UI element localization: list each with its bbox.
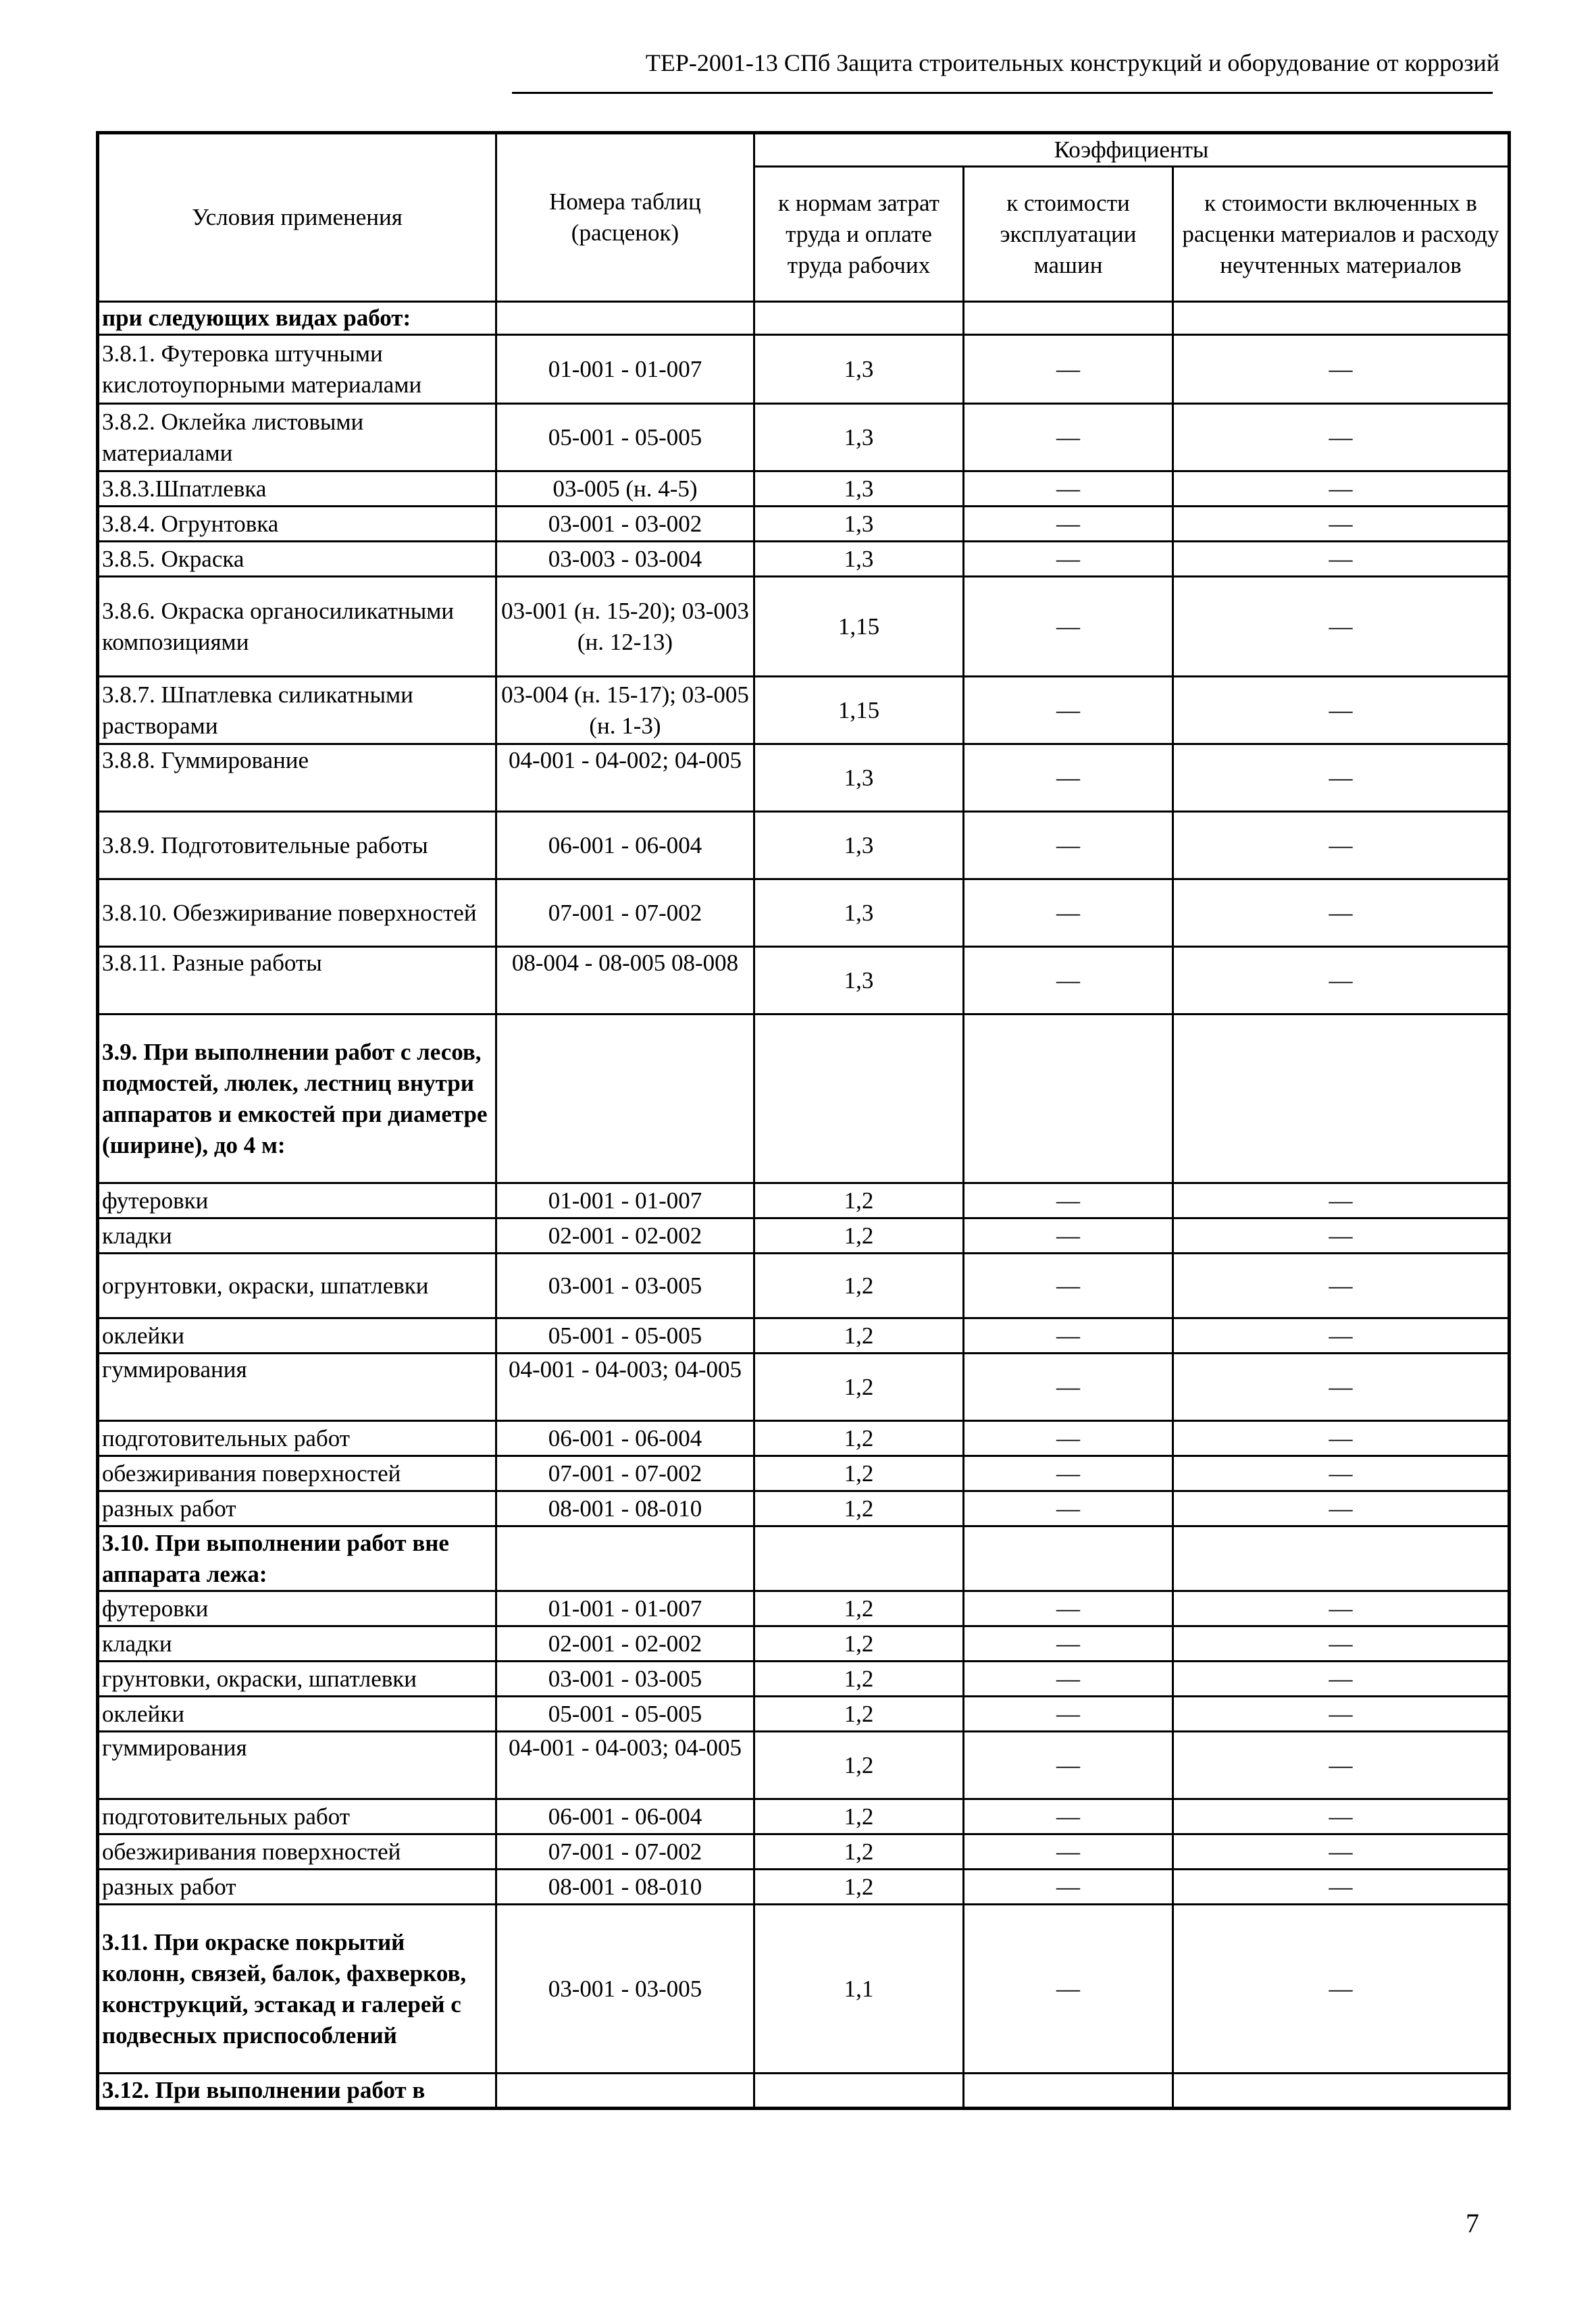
materials-coef-cell: — xyxy=(1173,1591,1510,1626)
labor-coef-cell: 1,3 xyxy=(754,335,964,404)
materials-coef-cell: — xyxy=(1173,1491,1510,1526)
materials-coef-cell: — xyxy=(1173,1421,1510,1456)
table-row xyxy=(98,1662,1510,1697)
table-row xyxy=(98,507,1510,542)
materials-coef-cell: — xyxy=(1173,1799,1510,1834)
condition-cell: подготовительных работ xyxy=(98,1799,496,1834)
condition-cell: грунтовки, окраски, шпатлевки xyxy=(98,1662,496,1697)
tables-cell: 04-001 - 04-003; 04-005 xyxy=(496,1732,754,1799)
tables-cell: 03-001 (н. 15-20); 03-003 (н. 12-13) xyxy=(496,577,754,677)
materials-coef-cell: — xyxy=(1173,542,1510,577)
machines-coef-cell: — xyxy=(964,335,1173,404)
labor-coef-cell xyxy=(754,2074,964,2109)
condition-cell: кладки xyxy=(98,1218,496,1254)
table-body xyxy=(98,302,1510,2109)
tables-cell: 08-001 - 08-010 xyxy=(496,1491,754,1526)
labor-coef-cell: 1,2 xyxy=(754,1218,964,1254)
table-row xyxy=(98,1799,1510,1834)
machines-coef-cell: — xyxy=(964,1870,1173,1905)
machines-coef-cell: — xyxy=(964,1732,1173,1799)
machines-coef-cell: — xyxy=(964,1218,1173,1254)
coefficients-table xyxy=(96,131,1511,2110)
tables-cell: 02-001 - 02-002 xyxy=(496,1218,754,1254)
tables-cell: 05-001 - 05-005 xyxy=(496,1697,754,1732)
labor-coef-cell: 1,3 xyxy=(754,471,964,507)
table-row xyxy=(98,1870,1510,1905)
materials-coef-cell: — xyxy=(1173,879,1510,947)
table-row xyxy=(98,1014,1510,1183)
tables-cell: 03-001 - 03-005 xyxy=(496,1254,754,1318)
machines-coef-cell: — xyxy=(964,1591,1173,1626)
condition-cell: футеровки xyxy=(98,1183,496,1218)
tables-cell: 03-005 (н. 4-5) xyxy=(496,471,754,507)
condition-cell: кладки xyxy=(98,1626,496,1662)
labor-coef-cell: 1,2 xyxy=(754,1591,964,1626)
labor-coef-cell: 1,15 xyxy=(754,577,964,677)
table-row xyxy=(98,542,1510,577)
table-row xyxy=(98,1591,1510,1626)
materials-coef-cell: — xyxy=(1173,1626,1510,1662)
machines-coef-cell: — xyxy=(964,1905,1173,2074)
table-row xyxy=(98,471,1510,507)
condition-cell: 3.8.4. Огрунтовка xyxy=(98,507,496,542)
condition-cell: гуммирования xyxy=(98,1354,496,1421)
materials-coef-cell: — xyxy=(1173,471,1510,507)
table-row xyxy=(98,1456,1510,1491)
tables-cell: 08-001 - 08-010 xyxy=(496,1870,754,1905)
materials-coef-cell: — xyxy=(1173,812,1510,879)
page-number: 7 xyxy=(1466,2208,1479,2238)
machines-coef-cell: — xyxy=(964,1799,1173,1834)
machines-coef-cell: — xyxy=(964,404,1173,471)
tables-cell: 06-001 - 06-004 xyxy=(496,1799,754,1834)
machines-coef-cell: — xyxy=(964,1491,1173,1526)
table-row xyxy=(98,1183,1510,1218)
table-row xyxy=(98,947,1510,1014)
condition-cell: 3.8.8. Гуммирование xyxy=(98,744,496,812)
labor-coef-cell: 1,2 xyxy=(754,1834,964,1870)
labor-coef-cell: 1,3 xyxy=(754,879,964,947)
materials-coef-cell: — xyxy=(1173,1870,1510,1905)
labor-coef-cell: 1,2 xyxy=(754,1697,964,1732)
labor-coef-cell: 1,2 xyxy=(754,1254,964,1318)
materials-coef-cell: — xyxy=(1173,1183,1510,1218)
table-row xyxy=(98,1218,1510,1254)
tables-cell: 07-001 - 07-002 xyxy=(496,1456,754,1491)
labor-coef-cell xyxy=(754,302,964,335)
table-row xyxy=(98,1354,1510,1421)
tables-cell xyxy=(496,302,754,335)
tables-cell: 07-001 - 07-002 xyxy=(496,879,754,947)
table-row xyxy=(98,1732,1510,1799)
labor-coef-cell: 1,3 xyxy=(754,404,964,471)
table-row xyxy=(98,1421,1510,1456)
condition-cell: 3.8.10. Обезжиривание поверхностей xyxy=(98,879,496,947)
condition-cell: огрунтовки, окраски, шпатлевки xyxy=(98,1254,496,1318)
tables-cell: 03-004 (н. 15-17); 03-005 (н. 1-3) xyxy=(496,677,754,744)
header-materials: к стоимости включенных в расценки материалов и расходу неучтенных материалов xyxy=(1173,167,1510,302)
tables-cell: 06-001 - 06-004 xyxy=(496,812,754,879)
machines-coef-cell: — xyxy=(964,471,1173,507)
materials-coef-cell: — xyxy=(1173,1662,1510,1697)
condition-cell: гуммирования xyxy=(98,1732,496,1799)
table-row xyxy=(98,1318,1510,1354)
machines-coef-cell: — xyxy=(964,879,1173,947)
labor-coef-cell: 1,2 xyxy=(754,1183,964,1218)
machines-coef-cell: — xyxy=(964,507,1173,542)
table-row xyxy=(98,302,1510,335)
machines-coef-cell xyxy=(964,1014,1173,1183)
condition-cell: 3.10. При выполнении работ вне аппарата лежа: xyxy=(98,1526,496,1591)
header-coefficients: Коэффициенты xyxy=(754,133,1510,167)
machines-coef-cell: — xyxy=(964,1183,1173,1218)
condition-cell: 3.8.2. Оклейка листовыми материалами xyxy=(98,404,496,471)
condition-cell: обезжиривания поверхностей xyxy=(98,1834,496,1870)
table-header xyxy=(98,133,1510,302)
condition-cell: футеровки xyxy=(98,1591,496,1626)
labor-coef-cell: 1,3 xyxy=(754,542,964,577)
labor-coef-cell: 1,2 xyxy=(754,1491,964,1526)
materials-coef-cell xyxy=(1173,1014,1510,1183)
labor-coef-cell: 1,2 xyxy=(754,1732,964,1799)
tables-cell: 04-001 - 04-002; 04-005 xyxy=(496,744,754,812)
machines-coef-cell: — xyxy=(964,1697,1173,1732)
tables-cell: 03-001 - 03-005 xyxy=(496,1662,754,1697)
materials-coef-cell: — xyxy=(1173,947,1510,1014)
tables-cell: 03-001 - 03-005 xyxy=(496,1905,754,2074)
machines-coef-cell: — xyxy=(964,677,1173,744)
table-row xyxy=(98,1254,1510,1318)
tables-cell: 06-001 - 06-004 xyxy=(496,1421,754,1456)
table-row xyxy=(98,1626,1510,1662)
tables-cell xyxy=(496,2074,754,2109)
machines-coef-cell: — xyxy=(964,542,1173,577)
materials-coef-cell xyxy=(1173,302,1510,335)
header-labor: к нормам затрат труда и оплате труда рабочих xyxy=(754,167,964,302)
tables-cell xyxy=(496,1526,754,1591)
condition-cell: 3.8.3.Шпатлевка xyxy=(98,471,496,507)
machines-coef-cell: — xyxy=(964,1421,1173,1456)
materials-coef-cell xyxy=(1173,2074,1510,2109)
labor-coef-cell: 1,15 xyxy=(754,677,964,744)
materials-coef-cell xyxy=(1173,1526,1510,1591)
condition-cell: 3.8.9. Подготовительные работы xyxy=(98,812,496,879)
condition-cell: обезжиривания поверхностей xyxy=(98,1456,496,1491)
table-row xyxy=(98,1834,1510,1870)
labor-coef-cell: 1,2 xyxy=(754,1421,964,1456)
materials-coef-cell: — xyxy=(1173,507,1510,542)
machines-coef-cell: — xyxy=(964,1456,1173,1491)
page-header: ТЕР-2001-13 СПб Защита строительных конструкций и оборудование от коррозий xyxy=(645,49,1499,76)
machines-coef-cell: — xyxy=(964,947,1173,1014)
labor-coef-cell: 1,2 xyxy=(754,1354,964,1421)
labor-coef-cell: 1,2 xyxy=(754,1456,964,1491)
materials-coef-cell: — xyxy=(1173,1732,1510,1799)
tables-cell: 08-004 - 08-005 08-008 xyxy=(496,947,754,1014)
table-row xyxy=(98,812,1510,879)
materials-coef-cell: — xyxy=(1173,677,1510,744)
header-conditions: Условия применения xyxy=(98,133,496,302)
materials-coef-cell: — xyxy=(1173,335,1510,404)
machines-coef-cell: — xyxy=(964,812,1173,879)
labor-coef-cell: 1,2 xyxy=(754,1626,964,1662)
machines-coef-cell: — xyxy=(964,1662,1173,1697)
materials-coef-cell: — xyxy=(1173,1354,1510,1421)
labor-coef-cell: 1,3 xyxy=(754,744,964,812)
condition-cell: 3.8.7. Шпатлевка силикатными растворами xyxy=(98,677,496,744)
labor-coef-cell: 1,3 xyxy=(754,947,964,1014)
machines-coef-cell: — xyxy=(964,1254,1173,1318)
materials-coef-cell: — xyxy=(1173,1254,1510,1318)
table-row xyxy=(98,1697,1510,1732)
materials-coef-cell: — xyxy=(1173,1697,1510,1732)
machines-coef-cell: — xyxy=(964,1354,1173,1421)
condition-cell: оклейки xyxy=(98,1318,496,1354)
table-row xyxy=(98,335,1510,404)
materials-coef-cell: — xyxy=(1173,404,1510,471)
tables-cell: 05-001 - 05-005 xyxy=(496,404,754,471)
condition-cell: подготовительных работ xyxy=(98,1421,496,1456)
condition-cell: разных работ xyxy=(98,1491,496,1526)
table-row xyxy=(98,744,1510,812)
table-row xyxy=(98,677,1510,744)
table-row xyxy=(98,577,1510,677)
condition-cell: 3.12. При выполнении работ в xyxy=(98,2074,496,2109)
materials-coef-cell: — xyxy=(1173,744,1510,812)
tables-cell xyxy=(496,1014,754,1183)
table-row xyxy=(98,404,1510,471)
labor-coef-cell: 1,3 xyxy=(754,812,964,879)
labor-coef-cell xyxy=(754,1014,964,1183)
table-row xyxy=(98,2074,1510,2109)
materials-coef-cell: — xyxy=(1173,1905,1510,2074)
condition-cell: при следующих видах работ: xyxy=(98,302,496,335)
materials-coef-cell: — xyxy=(1173,1218,1510,1254)
materials-coef-cell: — xyxy=(1173,577,1510,677)
machines-coef-cell: — xyxy=(964,1318,1173,1354)
tables-cell: 03-003 - 03-004 xyxy=(496,542,754,577)
labor-coef-cell: 1,2 xyxy=(754,1870,964,1905)
condition-cell: 3.8.1. Футеровка штучными кислотоупорными материалами xyxy=(98,335,496,404)
condition-cell: 3.8.5. Окраска xyxy=(98,542,496,577)
tables-cell: 07-001 - 07-002 xyxy=(496,1834,754,1870)
labor-coef-cell: 1,2 xyxy=(754,1662,964,1697)
table-row xyxy=(98,1526,1510,1591)
materials-coef-cell: — xyxy=(1173,1318,1510,1354)
tables-cell: 02-001 - 02-002 xyxy=(496,1626,754,1662)
condition-cell: 3.8.11. Разные работы xyxy=(98,947,496,1014)
header-machines: к стоимости эксплуатации машин xyxy=(964,167,1173,302)
labor-coef-cell: 1,1 xyxy=(754,1905,964,2074)
machines-coef-cell xyxy=(964,302,1173,335)
tables-cell: 05-001 - 05-005 xyxy=(496,1318,754,1354)
materials-coef-cell: — xyxy=(1173,1456,1510,1491)
tables-cell: 04-001 - 04-003; 04-005 xyxy=(496,1354,754,1421)
labor-coef-cell: 1,2 xyxy=(754,1318,964,1354)
materials-coef-cell: — xyxy=(1173,1834,1510,1870)
header-rule xyxy=(512,92,1493,94)
labor-coef-cell xyxy=(754,1526,964,1591)
condition-cell: 3.11. При окраске покрытий колонн, связей, балок, фахверков, конструкций, эстакад и галерей с подвесных приспособлений xyxy=(98,1905,496,2074)
machines-coef-cell: — xyxy=(964,1834,1173,1870)
condition-cell: 3.9. При выполнении работ с лесов, подмостей, люлек, лестниц внутри аппаратов и емкостей при диаметре (ширине), до 4 м: xyxy=(98,1014,496,1183)
machines-coef-cell: — xyxy=(964,744,1173,812)
machines-coef-cell: — xyxy=(964,1626,1173,1662)
condition-cell: оклейки xyxy=(98,1697,496,1732)
machines-coef-cell: — xyxy=(964,577,1173,677)
tables-cell: 01-001 - 01-007 xyxy=(496,335,754,404)
table-row xyxy=(98,1905,1510,2074)
condition-cell: 3.8.6. Окраска органосиликатными композициями xyxy=(98,577,496,677)
labor-coef-cell: 1,2 xyxy=(754,1799,964,1834)
machines-coef-cell xyxy=(964,1526,1173,1591)
tables-cell: 03-001 - 03-002 xyxy=(496,507,754,542)
labor-coef-cell: 1,3 xyxy=(754,507,964,542)
machines-coef-cell xyxy=(964,2074,1173,2109)
table-row xyxy=(98,879,1510,947)
tables-cell: 01-001 - 01-007 xyxy=(496,1183,754,1218)
table-row xyxy=(98,1491,1510,1526)
condition-cell: разных работ xyxy=(98,1870,496,1905)
header-tables: Номера таблиц (расценок) xyxy=(496,133,754,302)
tables-cell: 01-001 - 01-007 xyxy=(496,1591,754,1626)
